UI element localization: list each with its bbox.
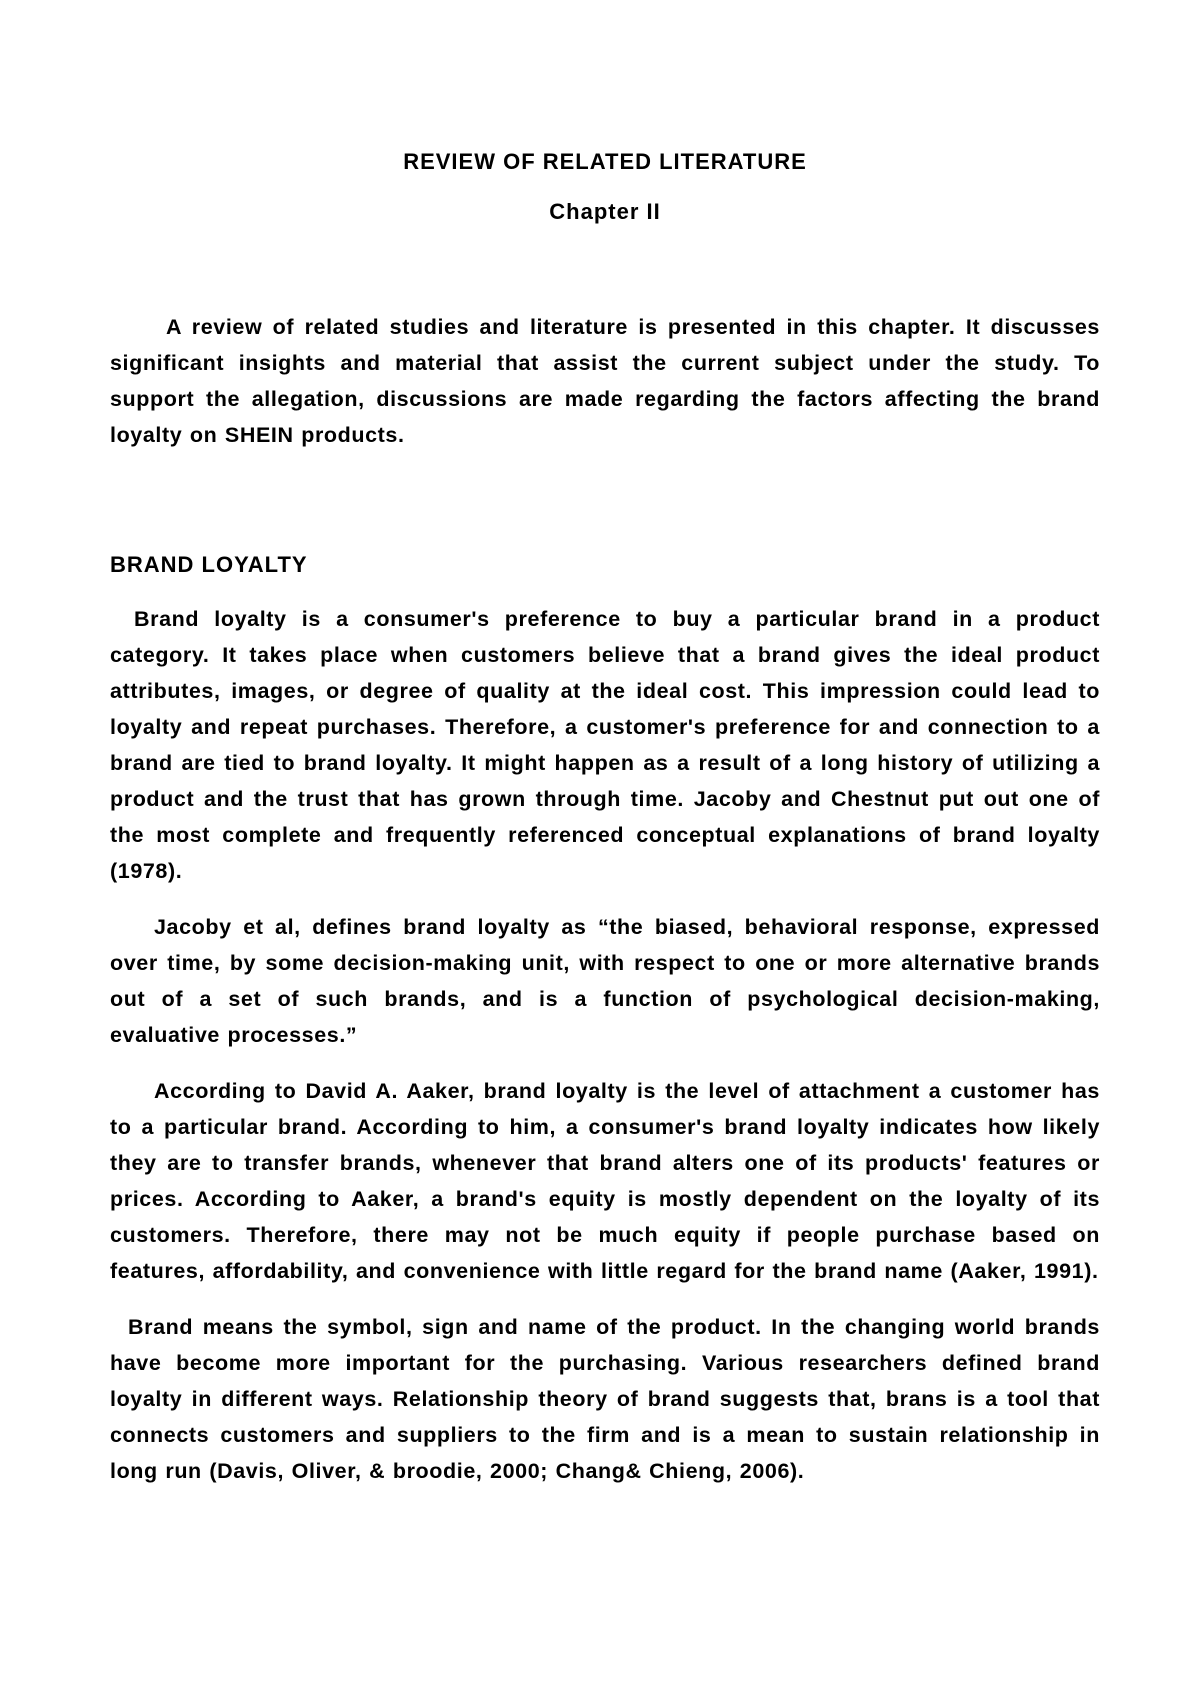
section-heading-brand-loyalty: BRAND LOYALTY (110, 552, 308, 577)
chapter-label: Chapter II (549, 199, 661, 224)
paragraph-brand-meaning: Brand means the symbol, sign and name of the product. In the changing world brands have become more important for the purchasing. Various researchers defined brand loyalty in different ways. Relationship theory of brand suggests that, brans is a tool that connects customers and suppliers to the firm and is a mean to sustain relationship in long run (Davis, Oliver, & broodie, 2000; Chang& Chieng, 2006). (110, 1315, 1100, 1483)
paragraph-jacoby-definition: Jacoby et al, defines brand loyalty as “the biased, behavioral response, expressed over time, by some decision-making unit, with respect to one or more alternative brands out of a set of such brands, and is a function of psychological decision-making, evaluative processes.” (110, 915, 1100, 1047)
document-title: REVIEW OF RELATED LITERATURE (403, 149, 807, 174)
document-content (110, 148, 1100, 1489)
paragraph-brand-loyalty-definition: Brand loyalty is a consumer's preference to buy a particular brand in a product category. It takes place when customers believe that a brand gives the ideal product attributes, images, or degree of quality at the ideal cost. This impression could lead to loyalty and repeat purchases. Therefore, a customer's preference for and connection to a brand are tied to brand loyalty. It might happen as a result of a long history of utilizing a product and the trust that has grown through time. Jacoby and Chestnut put out one of the most complete and frequently referenced conceptual explanations of brand loyalty (1978). (110, 607, 1100, 883)
intro-paragraph: A review of related studies and literature is presented in this chapter. It discusses significant insights and material that assist the current subject under the study. To support the allegation, discussions are made regarding the factors affecting the brand loyalty on SHEIN products. (110, 315, 1100, 447)
paragraph-aaker-definition: According to David A. Aaker, brand loyalty is the level of attachment a customer has to a particular brand. According to him, a consumer's brand loyalty indicates how likely they are to transfer brands, whenever that brand alters one of its products' features or prices. According to Aaker, a brand's equity is mostly dependent on the loyalty of its customers. Therefore, there may not be much equity if people purchase based on features, affordability, and convenience with little regard for the brand name (Aaker, 1991). (110, 1079, 1100, 1283)
